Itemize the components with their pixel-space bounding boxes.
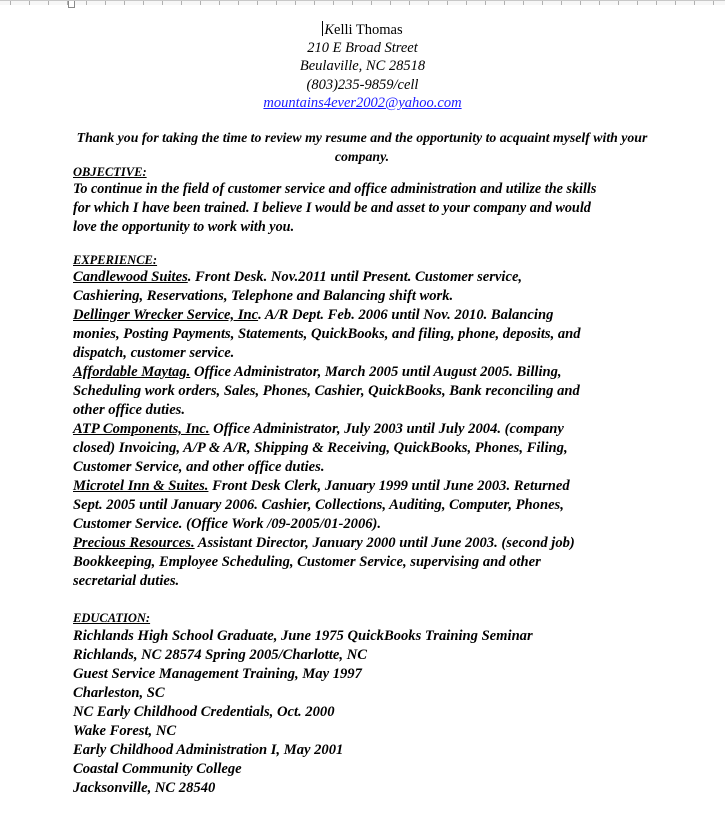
email-link[interactable]: mountains4ever2002@yahoo.com [263, 95, 462, 111]
ruler-tick [143, 1, 144, 5]
employer-name: Affordable Maytag. [73, 364, 191, 380]
education-line: Wake Forest, NC [73, 723, 177, 739]
experience-entry: Candlewood Suites. Front Desk. Nov.2011 until Present. Customer service, Cashiering, Reservations, Telephone and Balancing shift work. [73, 269, 523, 304]
education-line: Charleston, SC [73, 685, 165, 701]
experience-entry: Dellinger Wrecker Service, Inc. A/R Dept. Feb. 2006 until Nov. 2010. Balancing monies, Posting Payments, Statements, QuickBooks, and filing, phone, deposits, and dispatch, customer service. [73, 307, 581, 361]
ruler-tick [48, 1, 49, 5]
ruler-tick [29, 1, 30, 5]
ruler-tick [371, 1, 372, 5]
employer-name: Dellinger Wrecker Service, Inc [73, 307, 259, 323]
experience-entry: Affordable Maytag. Office Administrator, March 2005 until August 2005. Billing, Scheduling work orders, Sales, Phones, Cashier, QuickBooks, Bank reconciling and other office duties. [73, 364, 580, 418]
ruler-tick [561, 1, 562, 5]
ruler-tick [580, 1, 581, 5]
education-list [73, 627, 643, 798]
street-address: 210 E Broad Street [307, 40, 418, 56]
ruler-tick [314, 1, 315, 5]
ruler-tick [124, 1, 125, 5]
experience-entry: Microtel Inn & Suites. Front Desk Clerk, January 1999 until June 2003. Returned Sept. 2005 until January 2006. Cashier, Collections, Auditing, Computer, Phones, Customer Service. (Office Work /09-2005/01-2006). [73, 478, 570, 532]
employer-name: Candlewood Suites [73, 269, 188, 285]
city-state-zip: Beulaville, NC 28518 [299, 58, 426, 74]
education-line: Guest Service Management Training, May 1997 [73, 666, 362, 682]
ruler-tick [200, 1, 201, 5]
intro-statement: Thank you for taking the time to review my resume and the opportunity to acquaint myself with your company. [76, 130, 648, 164]
applicant-name: Kelli Thomas [324, 22, 403, 38]
ruler-tick [675, 1, 676, 5]
education-line: Richlands High School Graduate, June 1975 QuickBooks Training Seminar [73, 628, 533, 644]
ruler-tick [86, 1, 87, 5]
employer-name: Precious Resources. [73, 535, 195, 551]
ruler-tick [162, 1, 163, 5]
ruler-tick [694, 1, 695, 5]
ruler-tick [466, 1, 467, 5]
experience-entry: Precious Resources. Assistant Director, January 2000 until June 2003. (second job) Bookkeeping, Employee Scheduling, Customer Service, supervising and other secretarial duties. [73, 535, 575, 589]
employer-name: ATP Components, Inc. [73, 421, 210, 437]
ruler-tick [656, 1, 657, 5]
ruler [0, 0, 725, 5]
education-line: NC Early Childhood Credentials, Oct. 2000 [73, 704, 335, 720]
ruler-tick [713, 1, 714, 5]
ruler-tick [352, 1, 353, 5]
ruler-tick [599, 1, 600, 5]
ruler-tick [67, 1, 68, 5]
ruler-tick [10, 1, 11, 5]
ruler-tick [504, 1, 505, 5]
ruler-tick [618, 1, 619, 5]
ruler-tick [390, 1, 391, 5]
ruler-tick [333, 1, 334, 5]
ruler-tick [276, 1, 277, 5]
education-line: Coastal Community College [73, 761, 242, 777]
phone-number: (803)235-9859/cell [306, 77, 419, 93]
employer-name: Microtel Inn & Suites. [73, 478, 209, 494]
ruler-tick [428, 1, 429, 5]
ruler-tick [637, 1, 638, 5]
experience-entry: ATP Components, Inc. Office Administrator, July 2003 until July 2004. (company closed) Invoicing, A/P & A/R, Shipping & Receiving, QuickBooks, Phones, Filing, Customer Service, and other office duties. [73, 421, 568, 475]
experience-heading: EXPERIENCE: [73, 253, 158, 267]
education-line: Early Childhood Administration I, May 2001 [73, 742, 344, 758]
ruler-tick [523, 1, 524, 5]
ruler-tick [409, 1, 410, 5]
education-line: Jacksonville, NC 28540 [73, 780, 216, 796]
ruler-tick [542, 1, 543, 5]
ruler-tick [257, 1, 258, 5]
ruler-tick [485, 1, 486, 5]
ruler-tick [238, 1, 239, 5]
education-line: Richlands, NC 28574 Spring 2005/Charlotte, NC [73, 647, 367, 663]
ruler-tick [295, 1, 296, 5]
objective-text: To continue in the field of customer service and office administration and utilize the skills for which I have been trained. I believe I would be and asset to your company and would love the opportunity to work with you. [73, 181, 597, 235]
ruler-indent-marker[interactable] [68, 1, 75, 8]
ruler-tick [219, 1, 220, 5]
education-heading: EDUCATION: [73, 611, 151, 625]
experience-list [73, 268, 643, 591]
ruler-tick [105, 1, 106, 5]
objective-heading: OBJECTIVE: [73, 165, 147, 179]
ruler-tick [181, 1, 182, 5]
ruler-tick [447, 1, 448, 5]
